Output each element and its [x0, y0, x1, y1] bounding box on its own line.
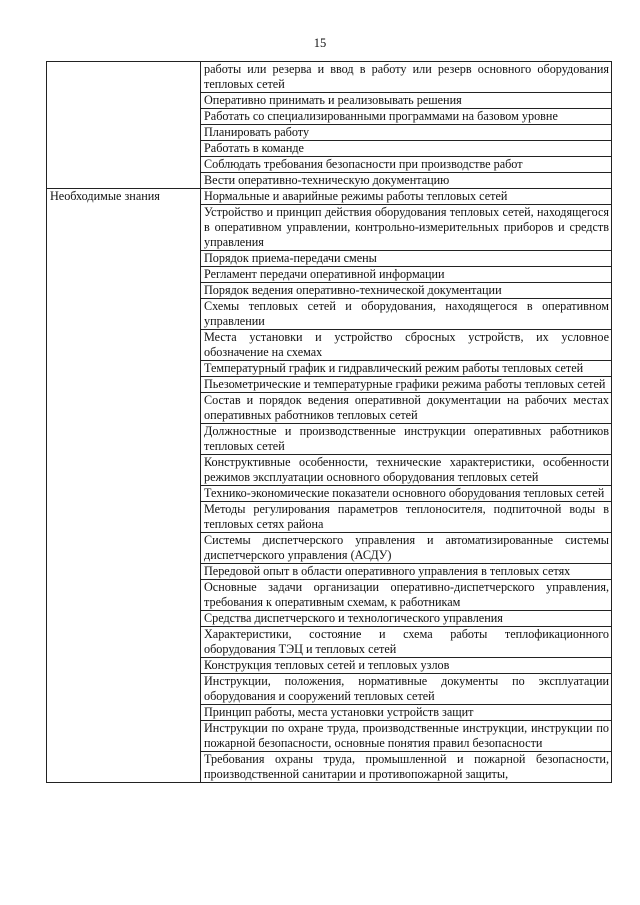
cell-text: Порядок приема-передачи смены: [201, 251, 612, 267]
cell-text: Порядок ведения оперативно-технической документации: [201, 283, 612, 299]
page-number: 15: [313, 36, 327, 50]
cell-text: Работать в команде: [201, 141, 612, 157]
knowledge-label: Необходимые знания: [47, 189, 201, 783]
cell-text: Должностные и производственные инструкции оперативных работников тепловых сетей: [201, 424, 612, 455]
knowledge-row: [47, 189, 612, 205]
skill-row: [47, 62, 612, 93]
requirements-table: [46, 61, 612, 783]
cell-text: Технико-экономические показатели основного оборудования тепловых сетей: [201, 486, 612, 502]
cell-text: Температурный график и гидравлический режим работы тепловых сетей: [201, 361, 612, 377]
cell-text: Системы диспетчерского управления и автоматизированные системы диспетчерского управления (АСДУ): [201, 533, 612, 564]
cell-text: Нормальные и аварийные режимы работы тепловых сетей: [201, 189, 612, 205]
cell-text: Инструкции по охране труда, производственные инструкции, инструкции по пожарной безопасности, основные понятия правил безопасности: [201, 721, 612, 752]
cell-text: Вести оперативно-техническую документацию: [201, 173, 612, 189]
cell-text: Конструктивные особенности, технические характеристики, особенности режимов эксплуатации основного оборудования тепловых сетей: [201, 455, 612, 486]
cell-text: Схемы тепловых сетей и оборудования, находящегося в оперативном управлении: [201, 299, 612, 330]
cell-text: Места установки и устройство сбросных устройств, их условное обозначение на схемах: [201, 330, 612, 361]
cell-text: Требования охраны труда, промышленной и пожарной безопасности, производственной санитарии и противопожарной защиты,: [201, 752, 612, 783]
cell-text: Пьезометрические и температурные графики режима работы тепловых сетей: [201, 377, 612, 393]
cell-text: Оперативно принимать и реализовывать решения: [201, 93, 612, 109]
cell-text: Работать со специализированными программами на базовом уровне: [201, 109, 612, 125]
cell-text: работы или резерва и ввод в работу или резерв основного оборудования тепловых сетей: [201, 62, 612, 93]
cell-text: Инструкции, положения, нормативные документы по эксплуатации оборудования и сооружений тепловых сетей: [201, 674, 612, 705]
cell-text: Характеристики, состояние и схема работы теплофикационного оборудования ТЭЦ и тепловых сетей: [201, 627, 612, 658]
cell-text: Передовой опыт в области оперативного управления в тепловых сетях: [201, 564, 612, 580]
cell-text: Регламент передачи оперативной информации: [201, 267, 612, 283]
cell-text: Основные задачи организации оперативно-диспетчерского управления, требования к оперативным схемам, к работникам: [201, 580, 612, 611]
cell-text: Состав и порядок ведения оперативной документации на рабочих местах оперативных работников тепловых сетей: [201, 393, 612, 424]
cell-text: Методы регулирования параметров теплоносителя, подпиточной воды в тепловых сетях района: [201, 502, 612, 533]
cell-text: Принцип работы, места установки устройств защит: [201, 705, 612, 721]
cell-text: Средства диспетчерского и технологического управления: [201, 611, 612, 627]
cell-text: Конструкция тепловых сетей и тепловых узлов: [201, 658, 612, 674]
cell-text: Планировать работу: [201, 125, 612, 141]
cell-text: Устройство и принцип действия оборудования тепловых сетей, находящегося в оперативном управлении, контрольно-измерительных приборов и средств управления: [201, 205, 612, 251]
skills-label-cell: [47, 62, 201, 189]
cell-text: Соблюдать требования безопасности при производстве работ: [201, 157, 612, 173]
